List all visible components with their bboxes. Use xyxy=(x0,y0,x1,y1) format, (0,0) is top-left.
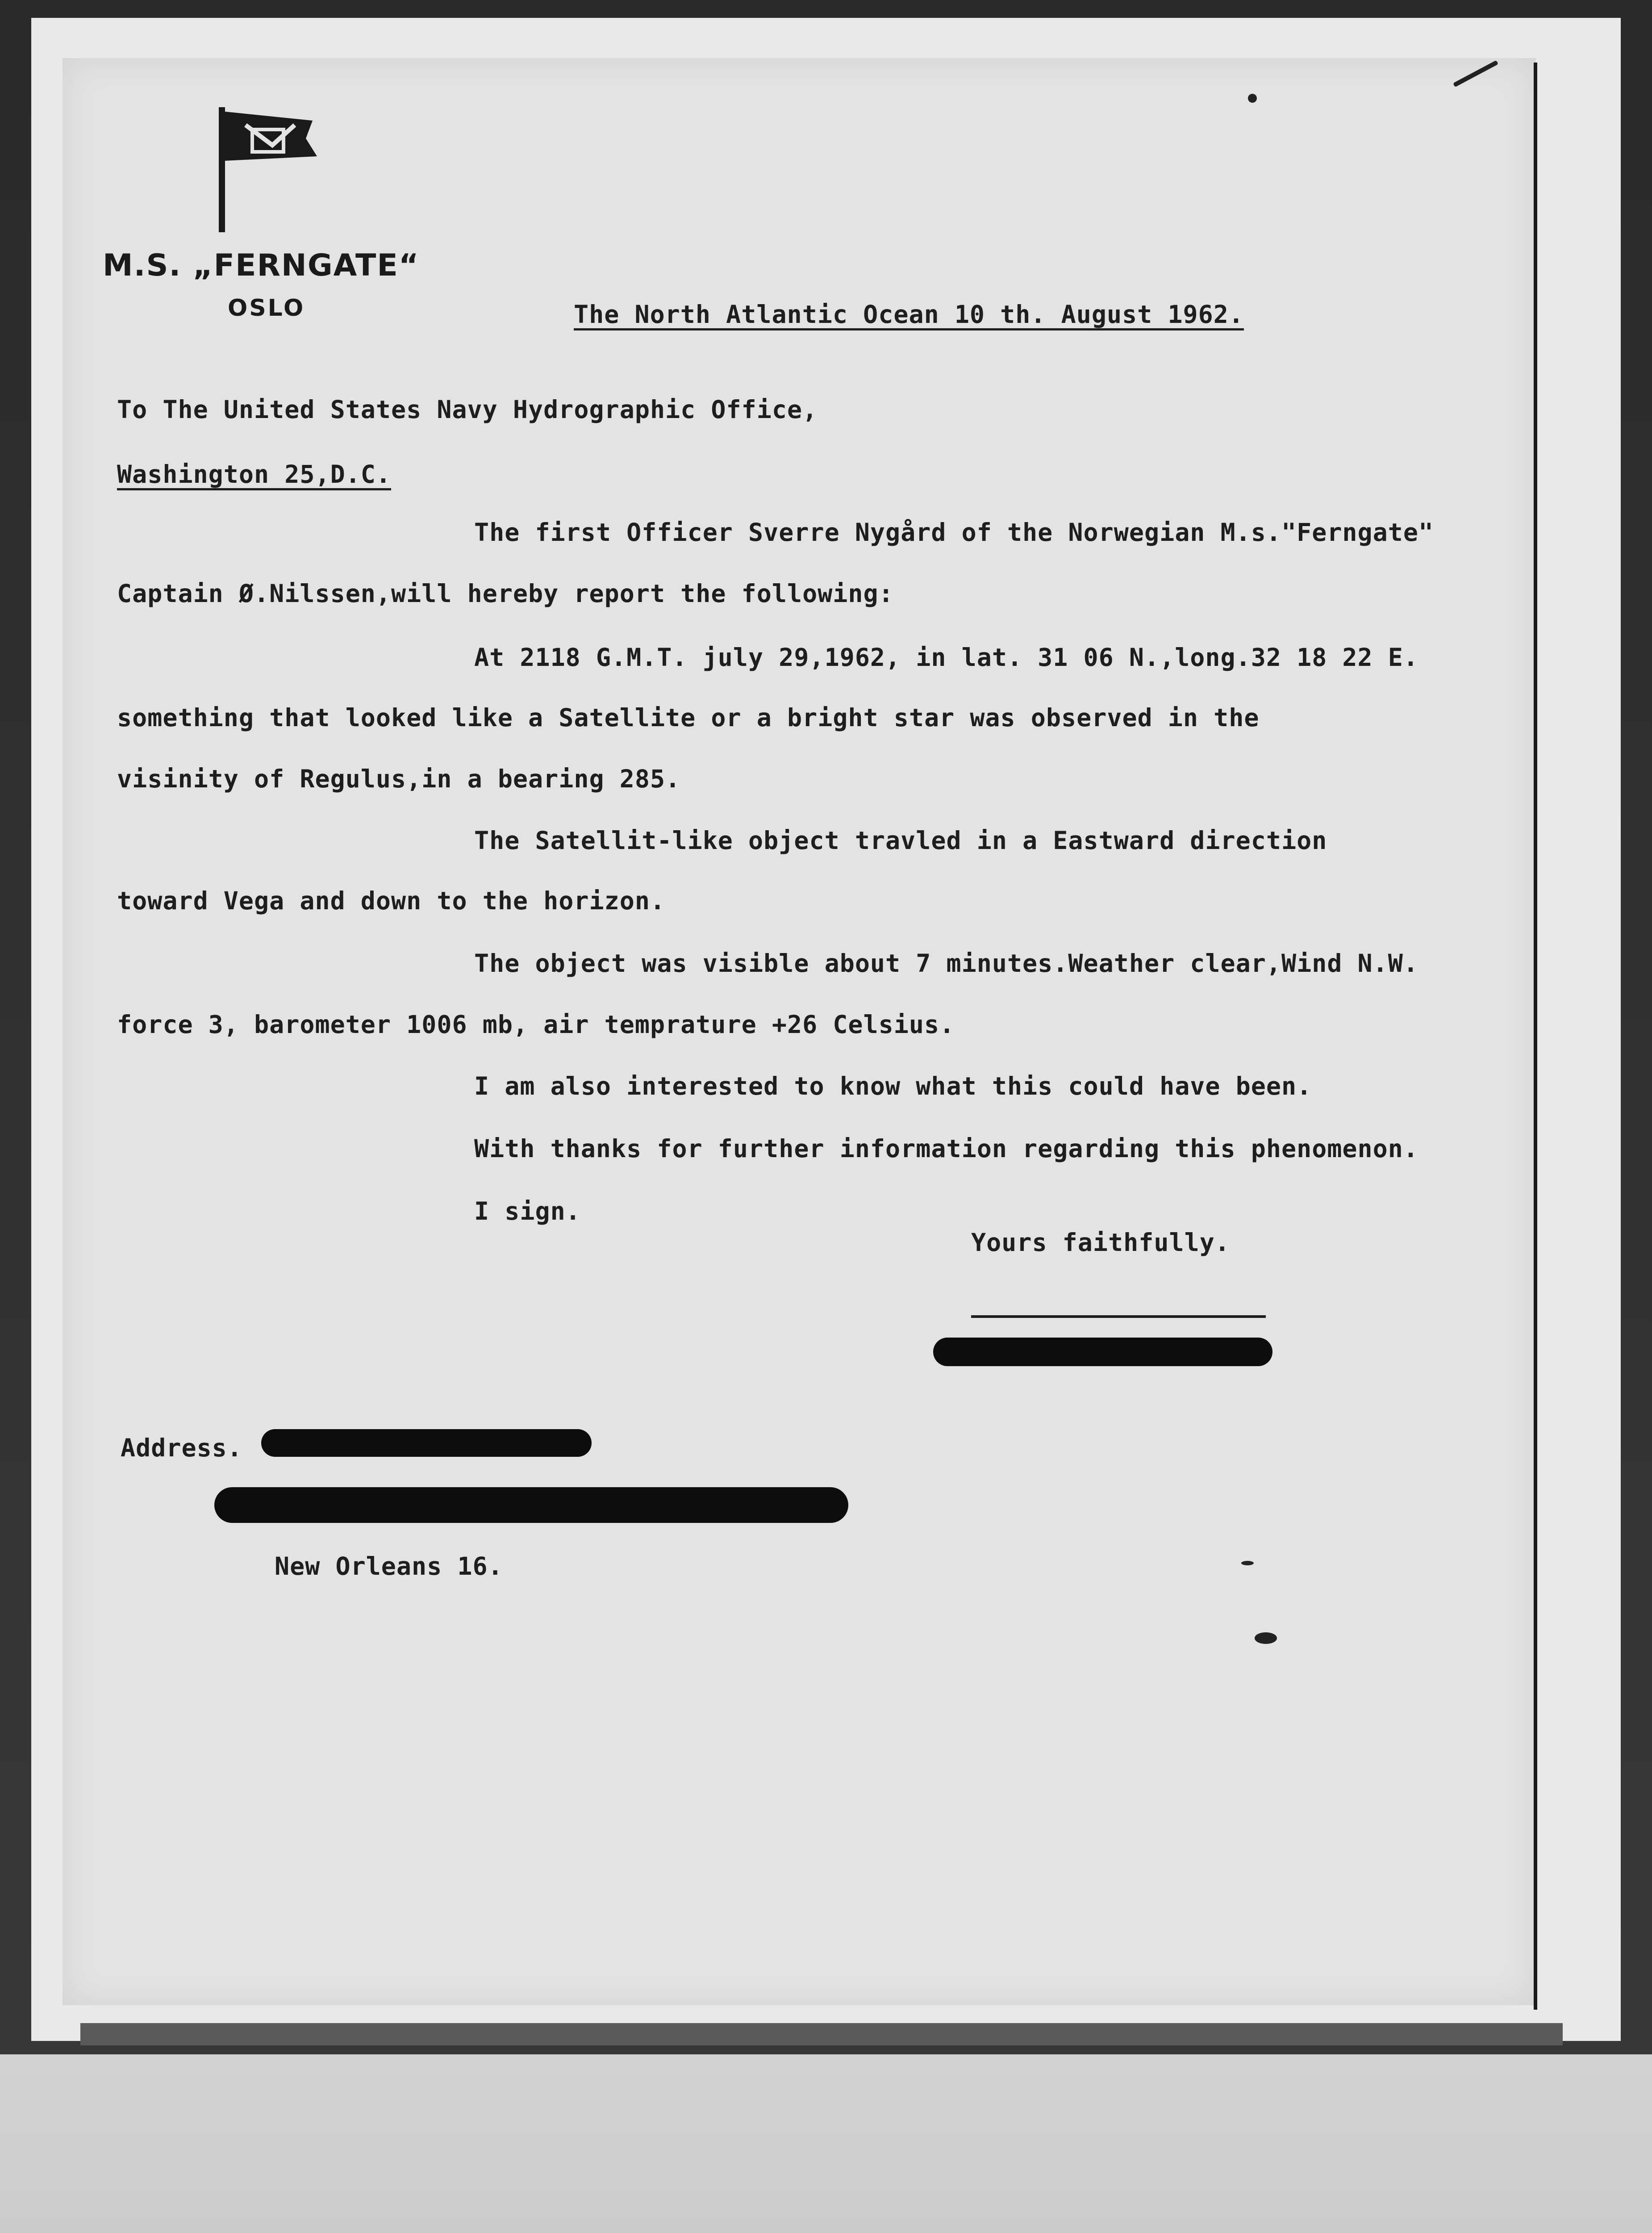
closing: Yours faithfully. xyxy=(971,1228,1230,1257)
redacted-address-2 xyxy=(214,1487,848,1523)
paragraph-1-line-1: The first Officer Sverre Nygård of the Norwegian M.s."Ferngate" xyxy=(474,518,1434,547)
ink-speck xyxy=(1248,94,1257,103)
dateline: The North Atlantic Ocean 10 th. August 1962. xyxy=(574,300,1244,329)
paragraph-2-line-1: At 2118 G.M.T. july 29,1962, in lat. 31 06 N.,long.32 18 22 E. xyxy=(474,643,1418,672)
lower-background xyxy=(0,2054,1652,2233)
paragraph-5: I am also interested to know what this could have been. xyxy=(474,1072,1312,1100)
ship-name: M.S. „FERNGATE“ xyxy=(103,248,420,283)
paper-right-edge xyxy=(1534,63,1537,2010)
redacted-address-1 xyxy=(261,1429,592,1457)
paragraph-2-line-3: visinity of Regulus,in a bearing 285. xyxy=(117,765,681,793)
redacted-signature xyxy=(933,1338,1272,1366)
paragraph-1-line-2: Captain Ø.Nilssen,will hereby report the following: xyxy=(117,579,894,608)
paper-bottom-shadow xyxy=(80,2023,1563,2045)
paragraph-6: With thanks for further information regarding this phenomenon. xyxy=(474,1134,1418,1163)
ship-flag-icon xyxy=(210,103,326,237)
paragraph-3-line-2: toward Vega and down to the horizon. xyxy=(117,887,666,915)
recipient-line-1: To The United States Navy Hydrographic Office, xyxy=(117,395,818,424)
address-city: New Orleans 16. xyxy=(275,1552,503,1581)
address-label: Address. xyxy=(121,1434,242,1462)
paragraph-4-line-2: force 3, barometer 1006 mb, air temprature +26 Celsius. xyxy=(117,1010,955,1039)
ship-city: OSLO xyxy=(228,295,305,322)
paragraph-4-line-1: The object was visible about 7 minutes.Weather clear,Wind N.W. xyxy=(474,949,1418,978)
signature-line xyxy=(971,1315,1266,1318)
ink-speck xyxy=(1255,1632,1277,1644)
recipient-line-2: Washington 25,D.C. xyxy=(117,460,392,489)
paragraph-7: I sign. xyxy=(474,1197,581,1225)
ink-speck xyxy=(1241,1561,1254,1565)
paragraph-2-line-2: something that looked like a Satellite or a bright star was observed in the xyxy=(117,703,1260,732)
paragraph-3-line-1: The Satellit-like object travled in a Eastward direction xyxy=(474,826,1327,855)
